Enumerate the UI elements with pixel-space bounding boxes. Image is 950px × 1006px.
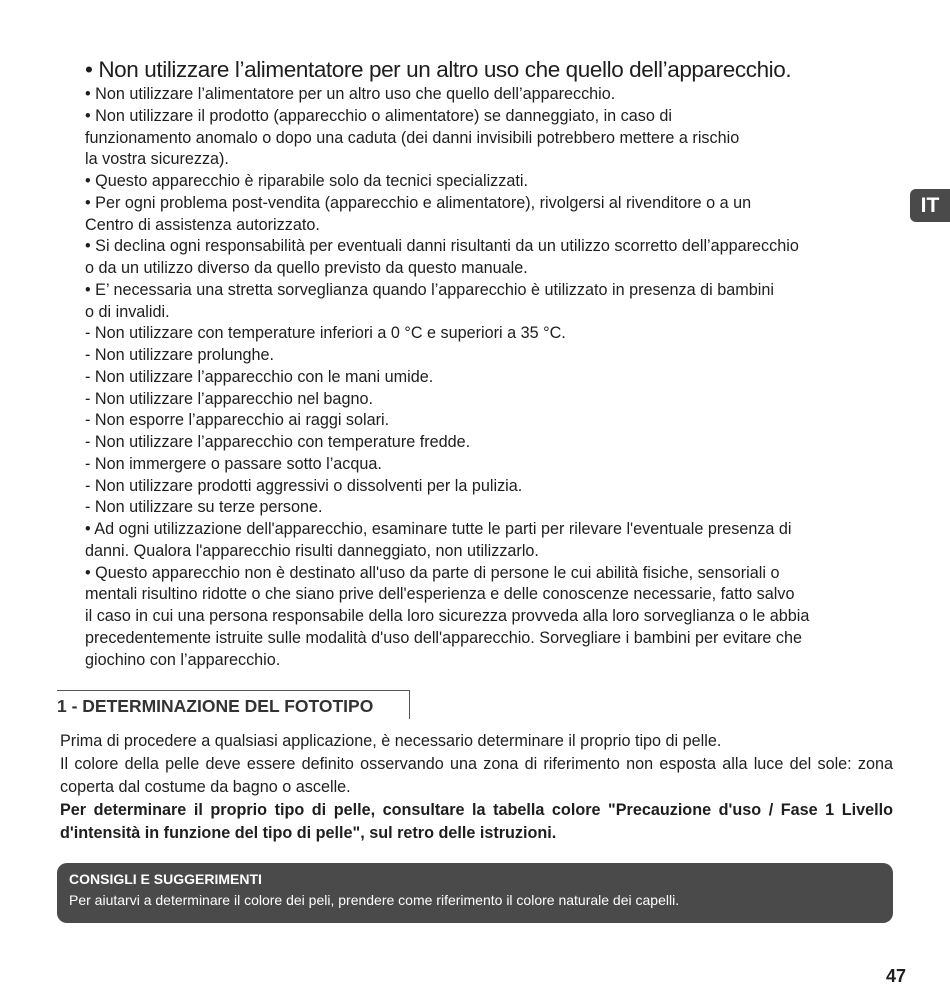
tips-box: [57, 863, 893, 923]
warning-line: • Per ogni problema post-vendita (apparecchio e alimentatore), rivolgersi al rivenditore o a un: [85, 193, 752, 212]
warning-line: - Non utilizzare su terze persone.: [85, 498, 323, 517]
warnings-heading: • Non utilizzare l’alimentatore per un altro uso che quello dell’apparecchio.: [85, 57, 792, 82]
warning-line: il caso in cui una persona responsabile della loro sicurezza provveda alla loro sorveglianza o le abbia: [85, 607, 810, 625]
warning-line: mentali risultino ridotte o che siano prive dell'esperienza e delle conoscenze necessarie, fatto salvo: [85, 585, 795, 604]
warning-line: o di invalidi.: [85, 302, 170, 321]
warning-line: - Non utilizzare l’apparecchio nel bagno.: [85, 389, 373, 408]
tips-title: CONSIGLI E SUGGERIMENTI: [69, 871, 262, 887]
warning-line: - Non immergere o passare sotto l’acqua.: [85, 454, 382, 473]
phototype-intro: [60, 730, 893, 845]
warning-line: • Ad ogni utilizzazione dell'apparecchio, esaminare tutte le parti per rilevare l'eventuale presenza di: [85, 520, 792, 538]
warning-line: - Non esporre l’apparecchio ai raggi solari.: [85, 411, 390, 430]
warning-line: • Si declina ogni responsabilità per eventuali danni risultanti da un utilizzo scorretto dell’apparecchio: [85, 237, 799, 256]
warning-line: • E’ necessaria una stretta sorveglianza quando l’apparecchio è utilizzato in presenza di bambini: [85, 280, 774, 299]
warning-line: • Questo apparecchio è riparabile solo da tecnici specializzati.: [85, 172, 528, 190]
warning-line: - Non utilizzare l’apparecchio con le mani umide.: [85, 367, 434, 386]
warning-line: o da un utilizzo diverso da quello previsto da questo manuale.: [85, 259, 528, 277]
warning-line: giochino con l’apparecchio.: [85, 650, 281, 669]
safety-warnings: [85, 56, 897, 671]
warning-line: - Non utilizzare prodotti aggressivi o dissolventi per la pulizia.: [85, 476, 523, 495]
warning-line: - Non utilizzare l’apparecchio con temperature fredde.: [85, 433, 471, 451]
tips-text: Per aiutarvi a determinare il colore dei peli, prendere come riferimento il colore naturale dei capelli.: [69, 892, 680, 908]
intro-paragraph: Prima di procedere a qualsiasi applicazione, è necessario determinare il proprio tipo di pelle.: [60, 732, 722, 750]
warning-line: Centro di assistenza autorizzato.: [85, 215, 320, 234]
warning-line: • Non utilizzare l’alimentatore per un altro uso che quello dell’apparecchio.: [85, 85, 616, 103]
warning-line: - Non utilizzare prolunghe.: [85, 346, 274, 364]
warning-line: danni. Qualora l'apparecchio risulti danneggiato, non utilizzarlo.: [85, 541, 539, 560]
warning-line: • Questo apparecchio non è destinato all'uso da parte di persone le cui abilità fisiche, sensoriali o: [85, 563, 780, 582]
language-tab: IT: [910, 189, 950, 222]
warning-line: precedentemente istruite sulle modalità d'uso dell'apparecchio. Sorvegliare i bambini per evitare che: [85, 628, 803, 647]
warning-line: - Non utilizzare con temperature inferiori a 0 °C e superiori a 35 °C.: [85, 324, 566, 343]
page-number: 47: [886, 966, 907, 986]
intro-paragraph: Il colore della pelle deve essere definito osservando una zona di riferimento non esposta alla luce del sole: zona coperta dal costume da bagno o ascelle.: [60, 755, 893, 796]
intro-bold-paragraph: Per determinare il proprio tipo di pelle, consultare la tabella colore "Precauzione d'uso / Fase 1 Livello d'intensità in funzione del tipo di pelle", sul retro delle istruzioni.: [60, 801, 893, 842]
section-title: 1 - DETERMINAZIONE DEL FOTOTIPO: [57, 690, 410, 719]
warning-line: • Non utilizzare il prodotto (apparecchio o alimentatore) se danneggiato, in caso di: [85, 106, 672, 125]
warning-line: la vostra sicurezza).: [85, 150, 229, 169]
warning-line: funzionamento anomalo o dopo una caduta (dei danni invisibili potrebbero mettere a rischio: [85, 128, 740, 147]
